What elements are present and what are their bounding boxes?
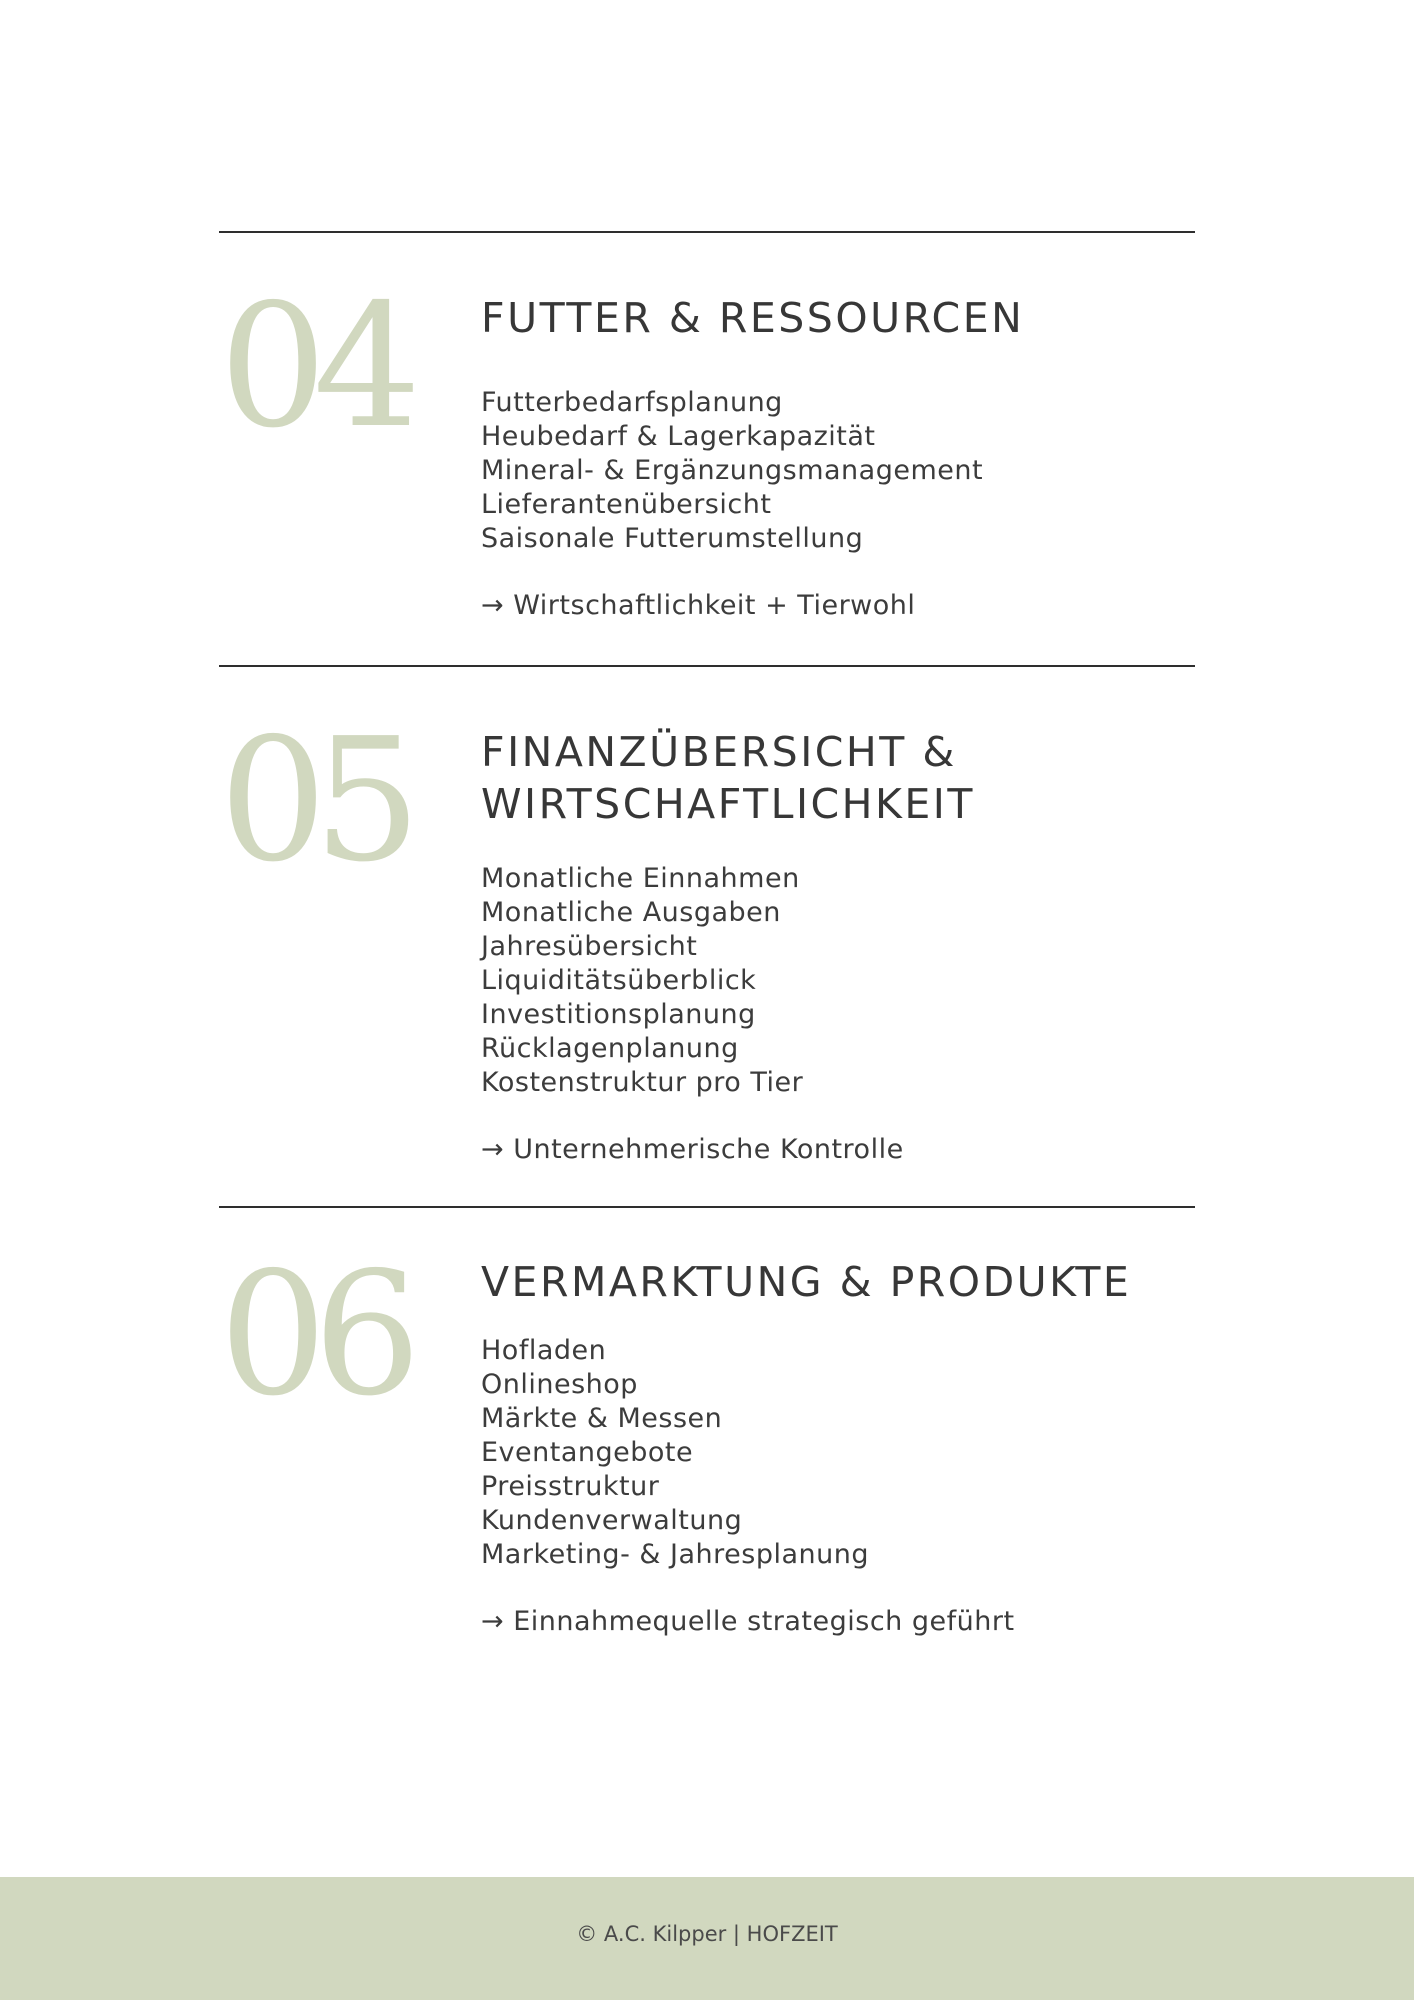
section-title (481, 1256, 1195, 1308)
section-title-line: VERMARKTUNG & PRODUKTE (481, 1258, 1132, 1306)
list-item: Jahresübersicht (481, 931, 698, 962)
section-content (481, 292, 1195, 623)
list-item: Saisonale Futterumstellung (481, 523, 864, 554)
section-number: 04 (219, 268, 408, 466)
list-item: Investitionsplanung (481, 999, 756, 1030)
divider-bottom (219, 1206, 1195, 1208)
list-item: Monatliche Einnahmen (481, 863, 800, 894)
section-title (481, 726, 1195, 830)
section-title (481, 292, 1195, 344)
section-content (481, 1256, 1195, 1639)
list-item: Märkte & Messen (481, 1403, 723, 1434)
list-item: Liquiditätsüberblick (481, 965, 757, 996)
item-list (481, 1334, 1195, 1572)
list-item: Kundenverwaltung (481, 1505, 743, 1536)
section-title-line: FUTTER & RESSOURCEN (481, 294, 1025, 342)
section-number: 05 (219, 702, 408, 900)
list-item: Futterbedarfsplanung (481, 387, 783, 418)
footer-copyright: © A.C. Kilpper | HOFZEIT (576, 1922, 838, 1946)
section-summary: → Unternehmerische Kontrolle (481, 1134, 904, 1165)
list-item: Kostenstruktur pro Tier (481, 1067, 804, 1098)
list-item: Mineral- & Ergänzungsmanagement (481, 455, 984, 486)
list-item: Hofladen (481, 1335, 607, 1366)
list-item: Monatliche Ausgaben (481, 897, 781, 928)
divider-middle (219, 665, 1195, 667)
section-summary: → Einnahmequelle strategisch geführt (481, 1606, 1015, 1637)
list-item: Lieferantenübersicht (481, 489, 772, 520)
section-title-line: FINANZÜBERSICHT & (481, 728, 957, 776)
item-list (481, 386, 1195, 556)
section-content (481, 726, 1195, 1167)
section-title-line: WIRTSCHAFTLICHKEIT (481, 780, 975, 828)
list-item: Eventangebote (481, 1437, 694, 1468)
section-summary: → Wirtschaftlichkeit + Tierwohl (481, 590, 916, 621)
section-number: 06 (219, 1236, 408, 1434)
list-item: Onlineshop (481, 1369, 638, 1400)
footer-band (0, 1877, 1414, 2000)
list-item: Heubedarf & Lagerkapazität (481, 421, 876, 452)
list-item: Marketing- & Jahresplanung (481, 1539, 869, 1570)
item-list (481, 862, 1195, 1100)
divider-top (219, 231, 1195, 233)
list-item: Preisstruktur (481, 1471, 660, 1502)
list-item: Rücklagenplanung (481, 1033, 739, 1064)
